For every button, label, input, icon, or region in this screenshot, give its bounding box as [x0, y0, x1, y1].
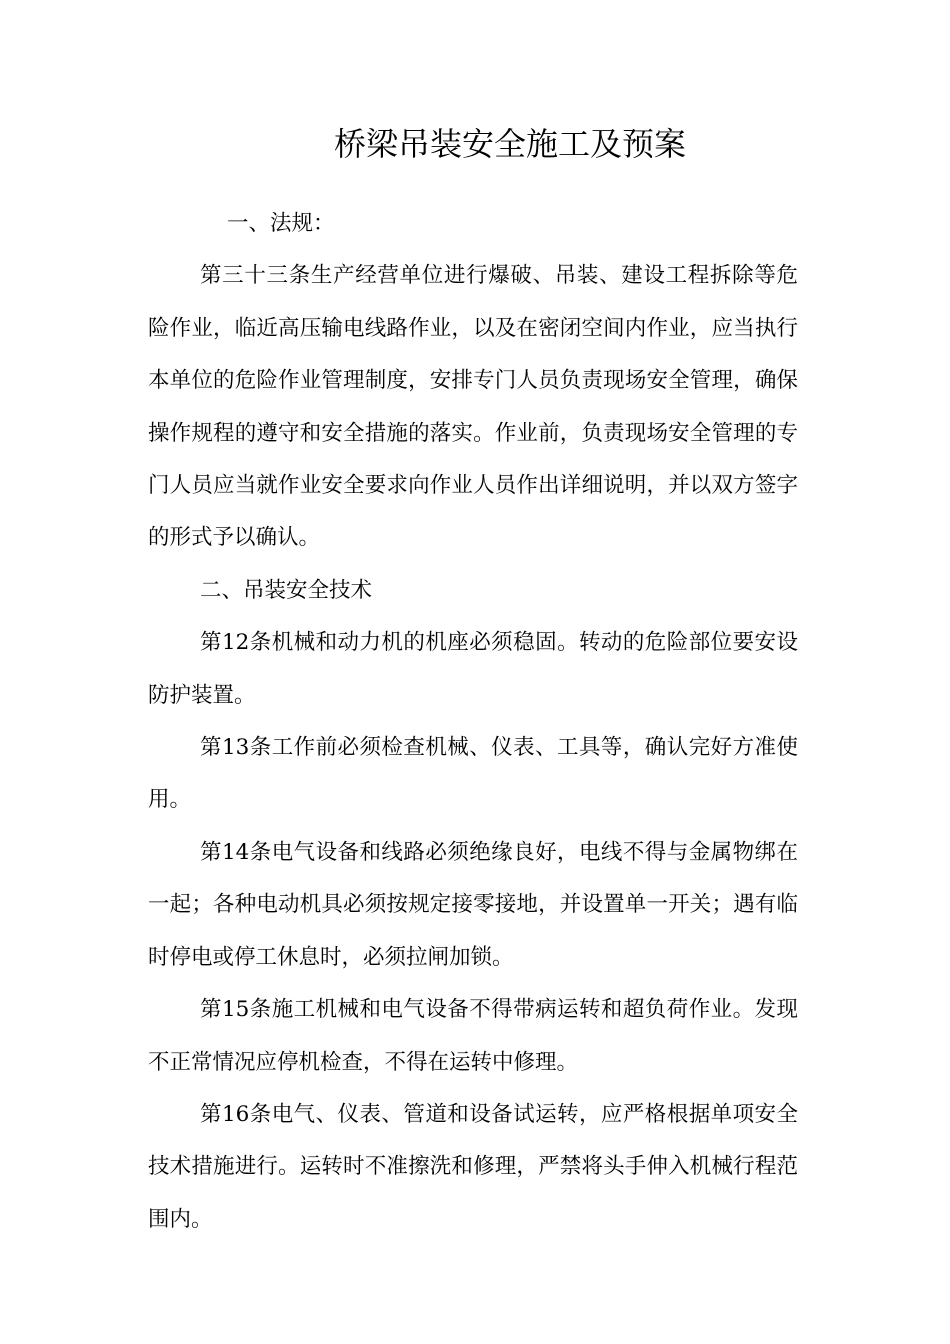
section-heading-lifting-safety: 二、吊装安全技术	[200, 577, 373, 603]
article-15-paragraph: 第15条施工机械和电气设备不得带病运转和超负荷作业。发现不正常情况应停机检查，不得在运转中修理。	[148, 997, 798, 1075]
document-body	[148, 198, 798, 1246]
article-13-paragraph: 第13条工作前必须检查机械、仪表、工具等，确认完好方准使用。	[148, 735, 798, 813]
document-title: 桥梁吊装安全施工及预案	[333, 125, 686, 163]
section-heading-regulations: 一、法规：	[227, 211, 335, 236]
article-14-paragraph: 第14条电气设备和线路必须绝缘良好，电线不得与金属物绑在一起；各种电动机具必须按规定接零接地，并设置单一开关；遇有临时停电或停工休息时，必须拉闸加锁。	[148, 839, 798, 970]
article-33-paragraph: 第三十三条生产经营单位进行爆破、吊装、建设工程拆除等危险作业，临近高压输电线路作业，以及在密闭空间内作业，应当执行本单位的危险作业管理制度，安排专门人员负责现场安全管理，确保操作规程的遵守和安全措施的落实。作业前，负责现场安全管理的专门人员应当就作业安全要求向作业人员作出详细说明，并以双方签字的形式予以确认。	[148, 263, 798, 551]
article-16-paragraph: 第16条电气、仪表、管道和设备试运转，应严格根据单项安全技术措施进行。运转时不准擦洗和修理，严禁将头手伸入机械行程范围内。	[148, 1101, 798, 1232]
article-12-paragraph: 第12条机械和动力机的机座必须稳固。转动的危险部位要安设防护装置。	[148, 630, 798, 708]
